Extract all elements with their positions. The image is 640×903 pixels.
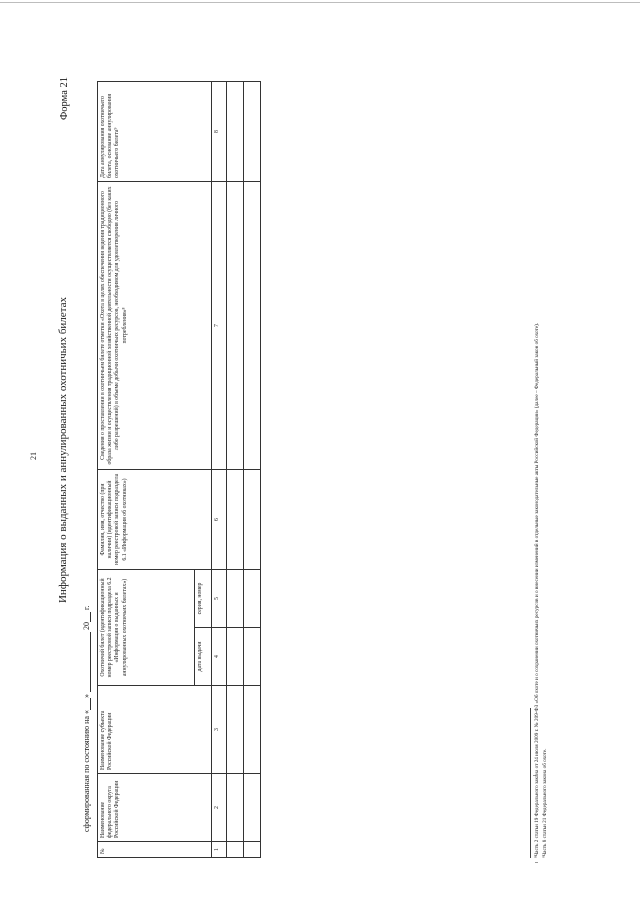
year-prefix: 20 xyxy=(82,622,91,631)
header-col-number: № xyxy=(98,842,212,858)
year-blank xyxy=(81,612,91,622)
column-number: 8 xyxy=(212,82,227,182)
table-cell xyxy=(227,686,244,774)
day-blank xyxy=(81,698,91,710)
column-number: 4 xyxy=(212,628,227,686)
table-cell xyxy=(244,628,261,686)
header-col-hunter-name: Фамилия, имя, отчество (при наличии) (идентификационный номер реестровой записи подраздела 6.1 «Информация об охотниках») xyxy=(98,470,212,570)
table-cell xyxy=(244,470,261,570)
header-col-federal-district: Наименование федерального округа Российской Федерации xyxy=(98,774,212,842)
column-number: 6 xyxy=(212,470,227,570)
table-cell xyxy=(244,842,261,858)
scan-edge-line xyxy=(0,2,640,3)
page-number: 21 xyxy=(29,452,38,460)
month-blank xyxy=(81,632,91,692)
table-cell xyxy=(227,774,244,842)
table-cell xyxy=(244,686,261,774)
table-cell xyxy=(244,774,261,842)
column-number: 7 xyxy=(212,182,227,470)
table-cell xyxy=(227,842,244,858)
header-col-annulment-date: Дата аннулирования охотничьего билета, основание аннулирования охотничьего билета⁹ xyxy=(98,82,212,182)
rotated-landscape-page xyxy=(5,20,625,880)
column-number: 2 xyxy=(212,774,227,842)
header-row xyxy=(98,82,195,858)
table-cell xyxy=(244,182,261,470)
tickets-table xyxy=(97,81,261,858)
header-col-series-number: серия, номер xyxy=(195,570,212,628)
column-number: 3 xyxy=(212,686,227,774)
table-cell xyxy=(227,628,244,686)
header-col-issue-date: дата выдачи xyxy=(195,628,212,686)
document-title: Информация о выданных и аннулированных охотничьих билетах xyxy=(57,297,69,604)
table-cell xyxy=(244,82,261,182)
header-col-traditional-mark: Сведения о проставлении в охотничьем билете отметки «Охота в целях обеспечения ведения традиционного образа жизни и осуществления традиционной хозяйственной деятельности осуществляется свободно (без каких либо разрешений) в объеме добычи охотничьих ресурсов, необходимом для удовлетворения личного потребления»⁸ xyxy=(98,182,212,470)
table-row xyxy=(227,82,244,858)
table-cell xyxy=(227,82,244,182)
year-suffix: г. xyxy=(82,605,91,611)
table-cell xyxy=(227,182,244,470)
table-row xyxy=(244,82,261,858)
header-col-ticket-group: Охотничий билет (идентификационный номер реестровой записи подраздела 6.2 «Информация о выданных и аннулированных охотничьих билетах») xyxy=(98,570,195,686)
header-col-region: Наименование субъекта Российской Федерации xyxy=(98,686,212,774)
table-cell xyxy=(244,570,261,628)
date-line-quote: » xyxy=(82,694,91,699)
form-label: Форма 21 xyxy=(59,77,70,120)
table-cell xyxy=(227,470,244,570)
date-line xyxy=(81,606,91,832)
footnote-8: ⁸Часть 2 статьи 19 Федерального закона от 24 июля 2009 г. № 209-ФЗ «Об охоте и о сохранении охотничьих ресурсов и о внесении изменений в отдельные законодательные акты Российской Федерации» (далее – Федеральный закон об охоте). xyxy=(534,322,540,858)
footnote-divider xyxy=(530,708,531,858)
column-number: 1 xyxy=(212,842,227,858)
column-numbers-row xyxy=(212,82,227,858)
table-cell xyxy=(227,570,244,628)
date-line-prefix: сформированная по состоянию на « xyxy=(82,710,91,832)
column-number: 5 xyxy=(212,570,227,628)
footnote-9: ⁹Часть 8 статьи 21 Федерального закона об охоте. xyxy=(542,748,548,858)
